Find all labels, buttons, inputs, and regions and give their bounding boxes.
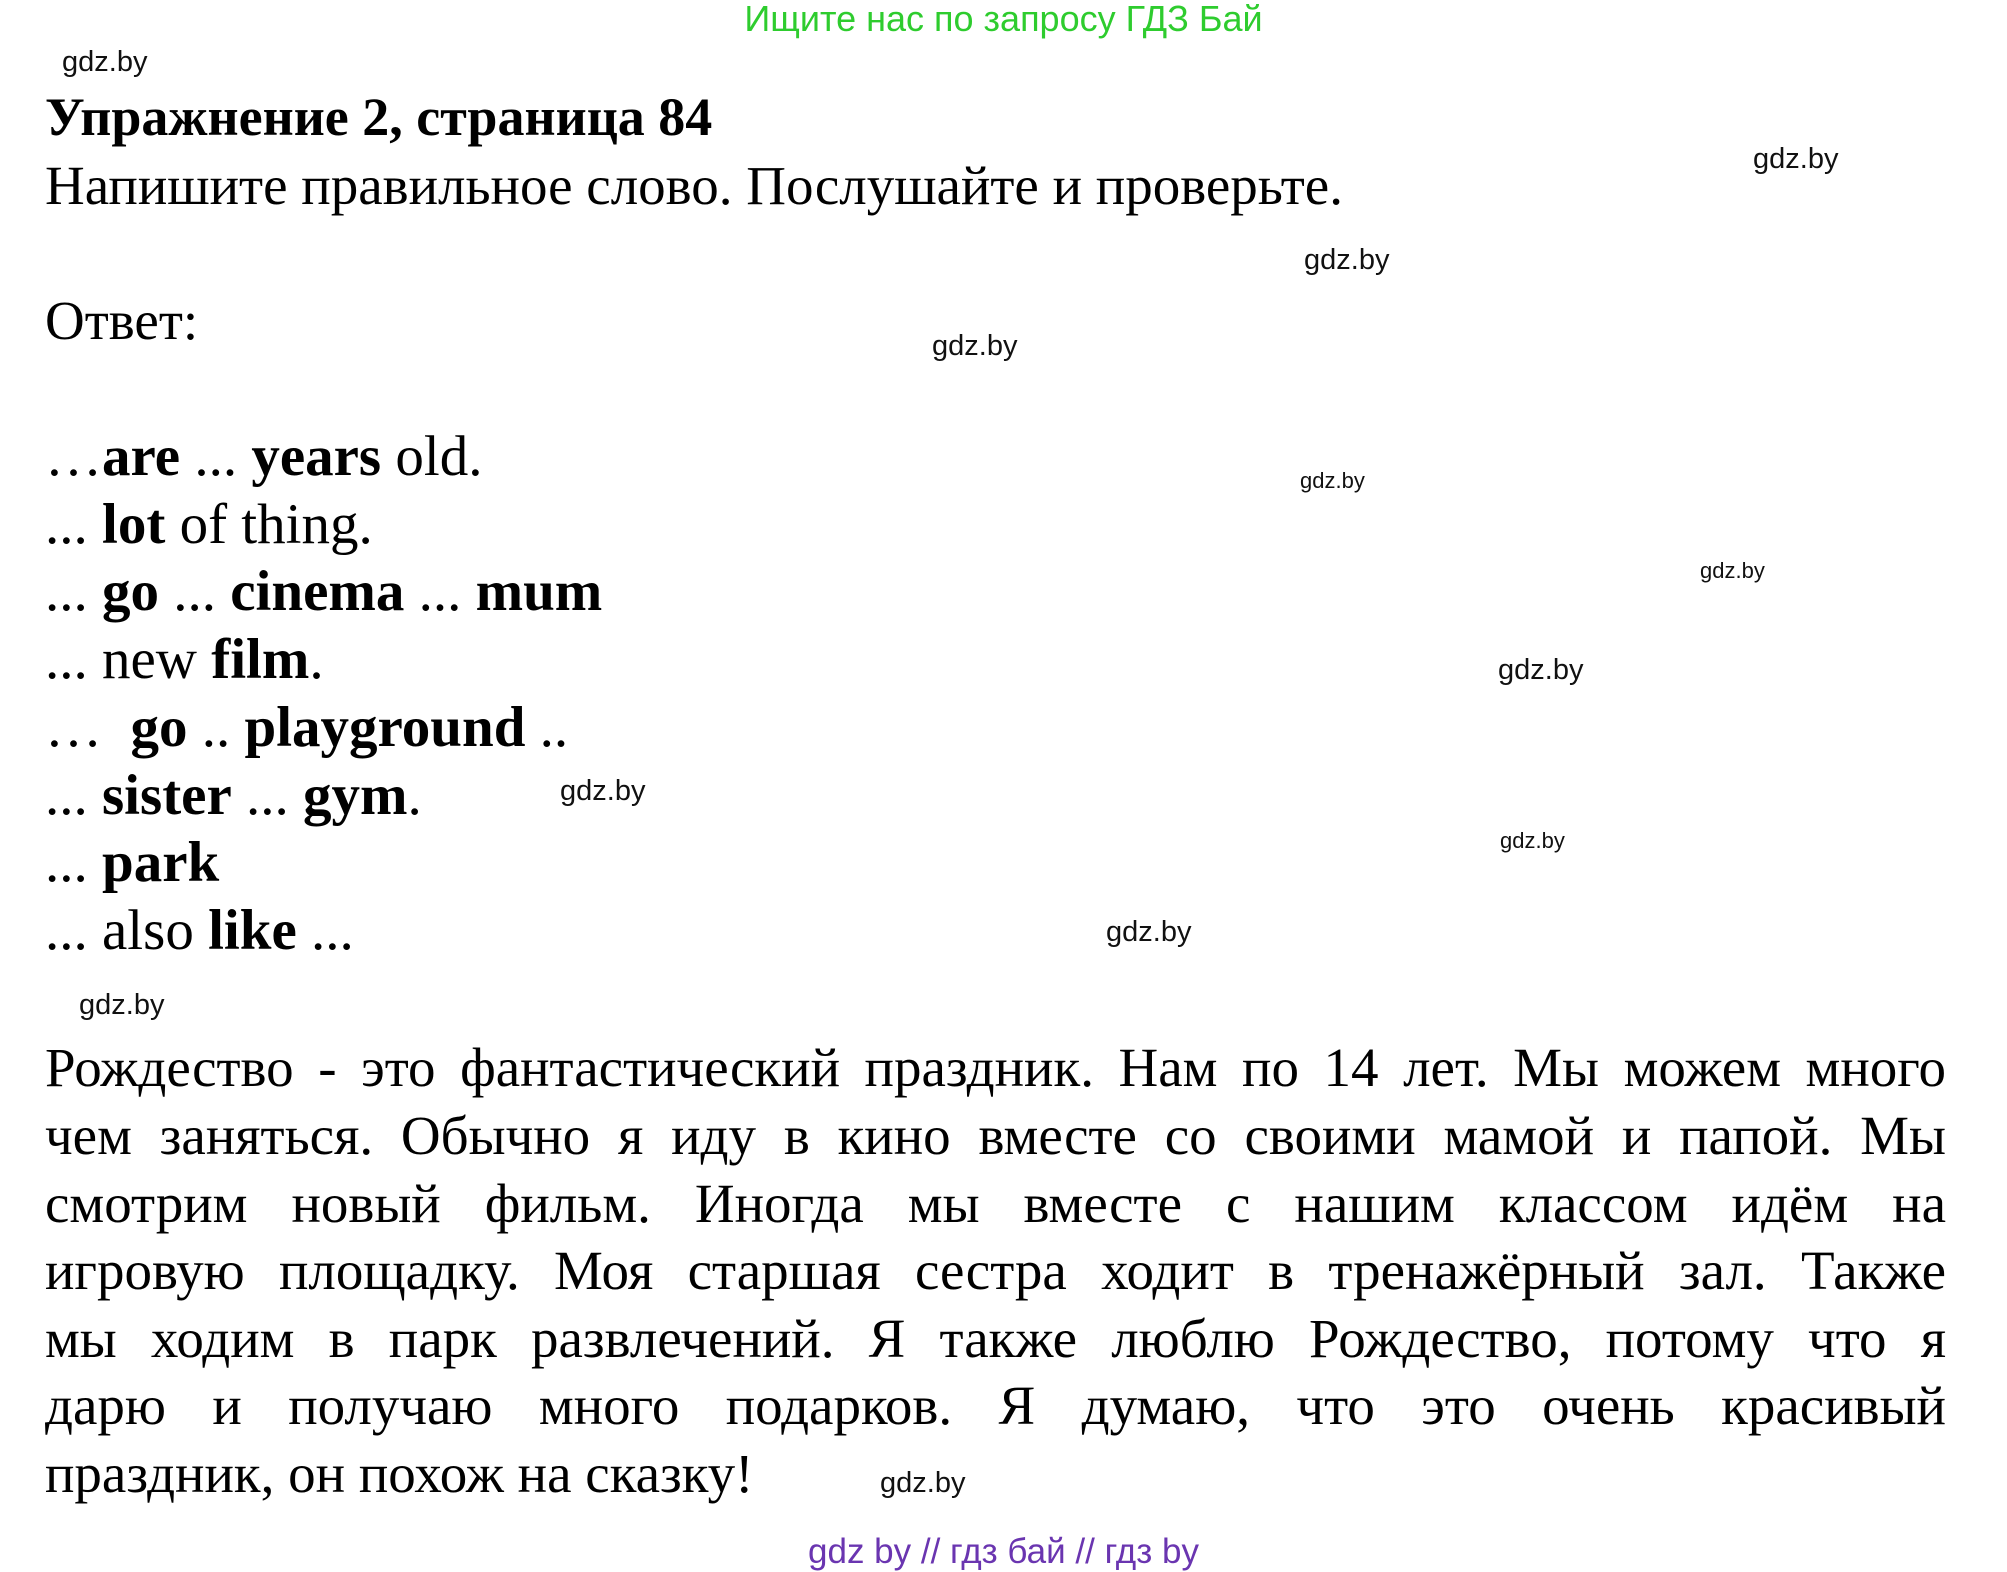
answer-line [45, 492, 373, 556]
answer-word: playground [244, 695, 526, 759]
answer-filler: ... [159, 560, 231, 624]
watermark: gdz.by [62, 46, 148, 78]
answer-filler: ... [404, 560, 476, 624]
paragraph-line: Рождество - это фантастический праздник. Нам по 14 лет. Мы можем много [45, 1037, 1946, 1098]
answer-filler: … [45, 425, 102, 488]
answer-line [45, 763, 422, 827]
exercise-title: Упражнение 2, страница 84 [45, 87, 713, 147]
answer-filler: . [309, 628, 324, 692]
answer-filler: ... also [45, 898, 209, 962]
watermark: gdz.by [79, 989, 165, 1021]
watermark: gdz.by [1106, 916, 1192, 948]
answer-word: cinema [230, 560, 405, 624]
watermark: gdz.by [560, 775, 646, 807]
watermark: gdz.by [880, 1467, 966, 1499]
paragraph-line: дарю и получаю много подарков. Я думаю, что это очень красивый [45, 1375, 1946, 1436]
answer-filler: . [407, 763, 422, 827]
answer-word: go [102, 560, 159, 624]
answer-line [45, 425, 483, 488]
answer-filler: ... [45, 763, 102, 827]
answer-word: gym [303, 763, 408, 827]
answer-word: sister [102, 763, 232, 827]
answer-filler: ... [45, 831, 102, 895]
answer-filler: … [45, 695, 131, 759]
footer-links: gdz by // гдз бай // гдз by [808, 1532, 1199, 1571]
instruction-text: Напишите правильное слово. Послушайте и проверьте. [45, 155, 1343, 216]
answer-filler: old. [381, 425, 483, 488]
watermark: gdz.by [1753, 143, 1839, 175]
watermark: gdz.by [1700, 558, 1765, 583]
answer-filler: of thing. [165, 492, 373, 556]
paragraph-line: чем заняться. Обычно я иду в кино вместе со своими мамой и папой. Мы [45, 1105, 1946, 1166]
answer-word: mum [475, 560, 603, 624]
answer-word: like [208, 898, 297, 962]
paragraph-line: смотрим новый фильм. Иногда мы вместе с нашим классом идём на [45, 1173, 1946, 1234]
answer-word: are [102, 425, 181, 488]
answer-line [45, 831, 220, 895]
answer-filler: ... [45, 492, 102, 556]
answer-filler: ... new [45, 628, 212, 692]
answer-filler: ... [296, 898, 354, 962]
watermark: gdz.by [1498, 654, 1584, 686]
answer-word: years [251, 425, 382, 488]
answer-filler: ... [180, 425, 252, 488]
answer-label: Ответ: [45, 290, 199, 351]
answer-filler: ... [231, 763, 304, 827]
answer-line [45, 898, 354, 962]
answer-filler: .. [187, 695, 245, 759]
answer-line [45, 560, 603, 624]
paragraph-line: мы ходим в парк развлечений. Я также люблю Рождество, потому что я [45, 1308, 1946, 1369]
answer-line [45, 628, 324, 692]
watermark: gdz.by [1300, 468, 1365, 493]
watermark: gdz.by [1500, 828, 1565, 853]
search-banner: Ищите нас по запросу ГДЗ Бай [744, 0, 1263, 39]
paragraph-line: праздник, он похож на сказку! [45, 1443, 754, 1504]
answer-word: park [102, 831, 220, 895]
answer-filler: ... [45, 560, 102, 624]
watermark: gdz.by [932, 330, 1018, 362]
answer-word: go [130, 695, 188, 759]
answer-filler: .. [525, 695, 569, 759]
answer-word: lot [102, 492, 166, 556]
paragraph-line: игровую площадку. Моя старшая сестра ходит в тренажёрный зал. Также [45, 1240, 1946, 1301]
watermark: gdz.by [1304, 244, 1390, 276]
answer-word: film [211, 628, 310, 692]
answer-line [45, 695, 569, 759]
